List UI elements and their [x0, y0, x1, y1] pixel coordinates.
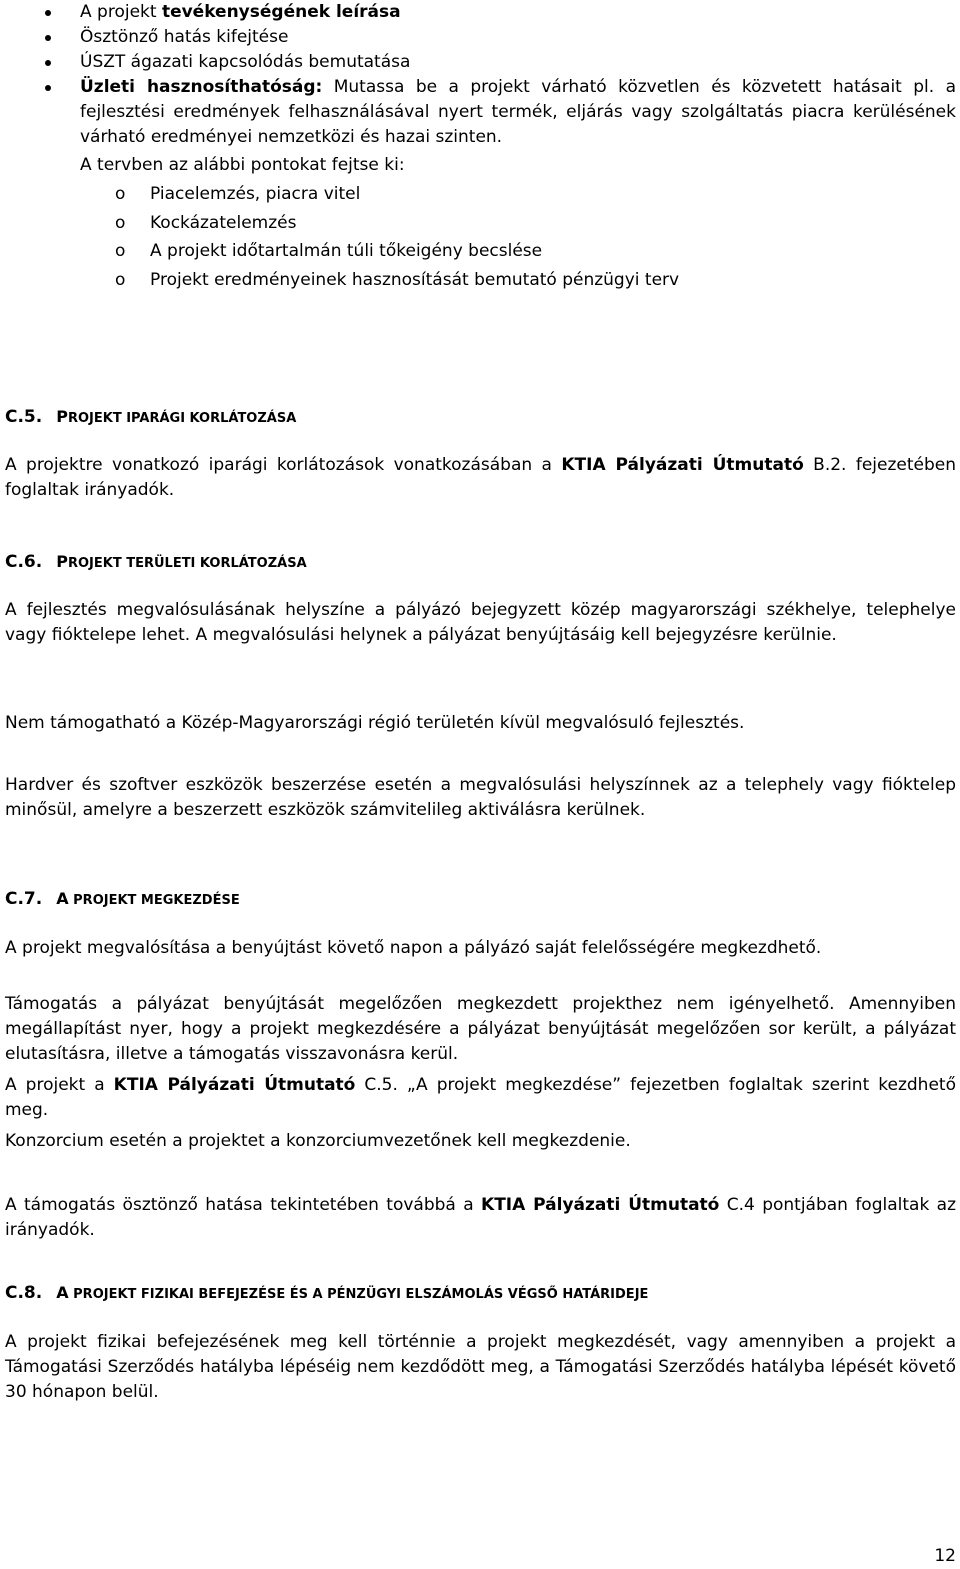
- paragraph-text: B.2. fejezetében foglaltak irányadók.: [5, 455, 956, 500]
- paragraph: [5, 1193, 956, 1243]
- paragraph-text: C.4 pontjában foglaltak az irányadók.: [5, 1195, 957, 1240]
- sub-list-item: [5, 180, 956, 209]
- section-heading-c7: [5, 886, 956, 913]
- list-item-bold: tevékenységének leírása: [161, 2, 401, 22]
- sub-list-item-text: Kockázatelemzés: [150, 212, 297, 233]
- sub-list-item: [5, 266, 956, 295]
- paragraph: Hardver és szoftver eszközök beszerzése esetén a megvalósulási helyszínnek az a telephely vagy fióktelep minősül, amelyre a beszerzett eszközök számvitelileg aktiválásra kerülnek.: [5, 775, 956, 820]
- paragraph-text: A támogatás ösztönző hatása tekintetében továbbá a: [5, 1195, 482, 1215]
- list-item-intro: A tervben az alábbi pontokat fejtse ki:: [80, 155, 405, 175]
- section-title: PROJEKT MEGKEZDÉSE: [68, 893, 240, 908]
- section-title-initial: P: [56, 407, 68, 426]
- paragraph: Támogatás a pályázat benyújtását megelőzően megkezdett projekthez nem igényelhető. Amennyiben megállapítást nyer, hogy a projekt megkezdésére a pályázat benyújtását megelőzően sor került, a pályázat elutasításra, illetve a támogatás visszavonásra kerül.: [5, 994, 956, 1064]
- section-heading-c8: [5, 1280, 956, 1307]
- section-title: PROJEKT FIZIKAI BEFEJEZÉSE ÉS A PÉNZÜGYI ELSZÁMOLÁS VÉGSŐ HATÁRIDEJE: [68, 1287, 649, 1302]
- list-item-text: A projekt: [80, 2, 162, 22]
- circle-bullet-icon: o: [115, 184, 126, 204]
- list-item: [5, 25, 956, 50]
- sub-list-item-text: Piacelemzés, piacra vitel: [150, 184, 361, 204]
- paragraph: Konzorcium esetén a projektet a konzorciumvezetőnek kell megkezdenie.: [5, 1131, 631, 1151]
- bullet-icon: [45, 10, 51, 16]
- page-number: 12: [934, 1546, 956, 1566]
- bullet-icon: [45, 60, 51, 66]
- section-number: C.5.: [5, 407, 43, 427]
- section-heading-c5: [5, 404, 956, 431]
- circle-bullet-icon: o: [115, 269, 126, 290]
- list-item: [5, 50, 956, 75]
- section-title: ROJEKT IPARÁGI KORLÁTOZÁSA: [67, 411, 297, 426]
- sub-list-item-text: Projekt eredményeinek hasznosítását bemutató pénzügyi terv: [150, 269, 680, 290]
- sub-list-item: [5, 209, 956, 238]
- list-item-text: Ösztönző hatás kifejtése: [80, 27, 289, 47]
- list-item: [5, 0, 956, 25]
- paragraph: A fejlesztés megvalósulásának helyszíne a pályázó bejegyzett közép magyarországi székhelye, telephelye vagy fióktelepe lehet. A megvalósulási helynek a pályázat benyújtásáig kell bejegyzésre kerülnie.: [5, 600, 956, 645]
- list-item-text: Mutassa be a projekt várható közvetlen és közvetett hatásait pl. a fejlesztési eredmények felhasználásával nyert termék, eljárás vagy szolgáltatás piacra kerülésének várható eredményei nemzetközi és hazai szinten.: [80, 77, 956, 147]
- paragraph-text: C.5. „A projekt megkezdése” fejezetben foglaltak szerint kezdhető meg.: [5, 1075, 956, 1120]
- guide-reference: KTIA Pályázati Útmutató: [113, 1075, 356, 1095]
- section-title-initial: A: [56, 889, 69, 908]
- circle-bullet-icon: o: [115, 241, 126, 262]
- section-title-initial: P: [56, 552, 68, 571]
- list-item: [5, 75, 956, 178]
- section-heading-c6: [5, 549, 956, 576]
- paragraph: A projekt megvalósítása a benyújtást követő napon a pályázó saját felelősségére megkezdhető.: [5, 938, 822, 958]
- bullet-list: [5, 0, 956, 294]
- list-item-text: ÚSZT ágazati kapcsolódás bemutatása: [80, 52, 411, 72]
- sub-list: [5, 180, 956, 294]
- bullet-icon: [45, 85, 51, 91]
- bullet-icon: [45, 35, 51, 41]
- list-item-bold: Üzleti hasznosíthatóság:: [80, 77, 323, 97]
- section-title-initial: A: [56, 1283, 69, 1302]
- circle-bullet-icon: o: [115, 212, 126, 233]
- paragraph: A projekt fizikai befejezésének meg kell történnie a projekt megkezdését, vagy amennyiben a projekt a Támogatási Szerződés hatályba lépéséig nem kezdődött meg, a Támogatási Szerződés hatályba lépését követő 30 hónapon belül.: [5, 1332, 956, 1402]
- section-title: ROJEKT TERÜLETI KORLÁTOZÁSA: [67, 556, 307, 571]
- guide-reference: KTIA Pályázati Útmutató: [481, 1195, 720, 1215]
- sub-list-item-text: A projekt időtartalmán túli tőkeigény becslése: [150, 241, 543, 262]
- section-number: C.8.: [5, 1283, 43, 1303]
- paragraph: [5, 453, 956, 503]
- paragraph: Nem támogatható a Közép-Magyarországi régió területén kívül megvalósuló fejlesztés.: [5, 713, 745, 733]
- section-number: C.7.: [5, 889, 43, 909]
- guide-reference: KTIA Pályázati Útmutató: [561, 455, 804, 475]
- section-number: C.6.: [5, 552, 43, 572]
- paragraph: [5, 1073, 956, 1123]
- sub-list-item: [5, 237, 956, 266]
- paragraph-text: A projekt a: [5, 1075, 114, 1095]
- paragraph-text: A projektre vonatkozó iparági korlátozások vonatkozásában a: [5, 455, 562, 475]
